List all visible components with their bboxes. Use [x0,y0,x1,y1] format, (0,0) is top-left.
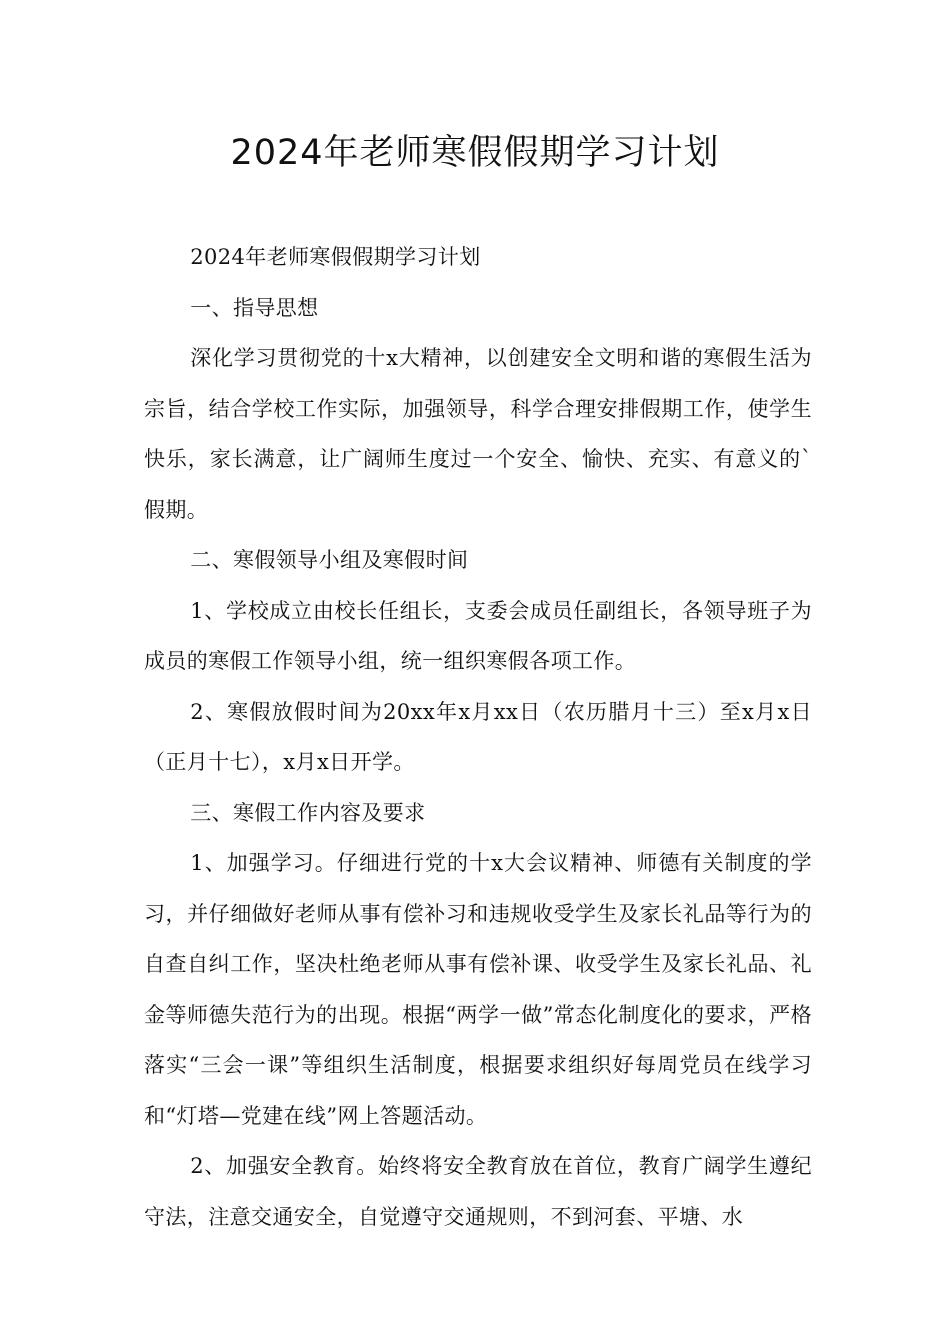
paragraph-guiding-ideology: 深化学习贯彻党的十x大精神，以创建安全文明和谐的寒假生活为宗旨，结合学校工作实际，加强领导，科学合理安排假期工作，使学生快乐，家长满意，让广阔师生度过一个安全、愉快、充实、有意义的`假期。 [144,346,812,522]
section-heading-guiding-ideology: 一、指导思想 [190,295,319,320]
paragraph-safety-education: 2、加强安全教育。始终将安全教育放在首位，教育广阔学生遵纪守法，注意交通安全，自觉遵守交通规则，不到河套、平塘、水 [144,1154,812,1229]
paragraph-holiday-dates: 2、寒假放假时间为20xx年x月xx日（农历腊月十三）至x月x日（正月十七），x月x日开学。 [144,699,812,774]
section-heading-leadership-and-schedule: 二、寒假领导小组及寒假时间 [190,548,469,572]
paragraph-subtitle: 2024年老师寒假假期学习计划 [190,245,481,269]
document-body [144,232,812,1242]
paragraph-leadership-group: 1、学校成立由校长任组长，支委会成员任副组长，各领导班子为成员的寒假工作领导小组，统一组织寒假各项工作。 [144,598,812,673]
paragraph-strengthen-study: 1、加强学习。仔细进行党的十x大会议精神、师德有关制度的学习，并仔细做好老师从事有偿补习和违规收受学生及家长礼品等行为的自查自纠工作，坚决杜绝老师从事有偿补课、收受学生及家长礼品、礼金等师德失范行为的出现。根据“两学一做”常态化制度化的要求，严格落实“三会一课”等组织生活制度，根据要求组织好每周党员在线学习和“灯塔—党建在线”网上答题活动。 [144,851,812,1128]
section-heading-work-content: 三、寒假工作内容及要求 [190,800,426,825]
document-title: 2024年老师寒假假期学习计划 [230,133,720,173]
